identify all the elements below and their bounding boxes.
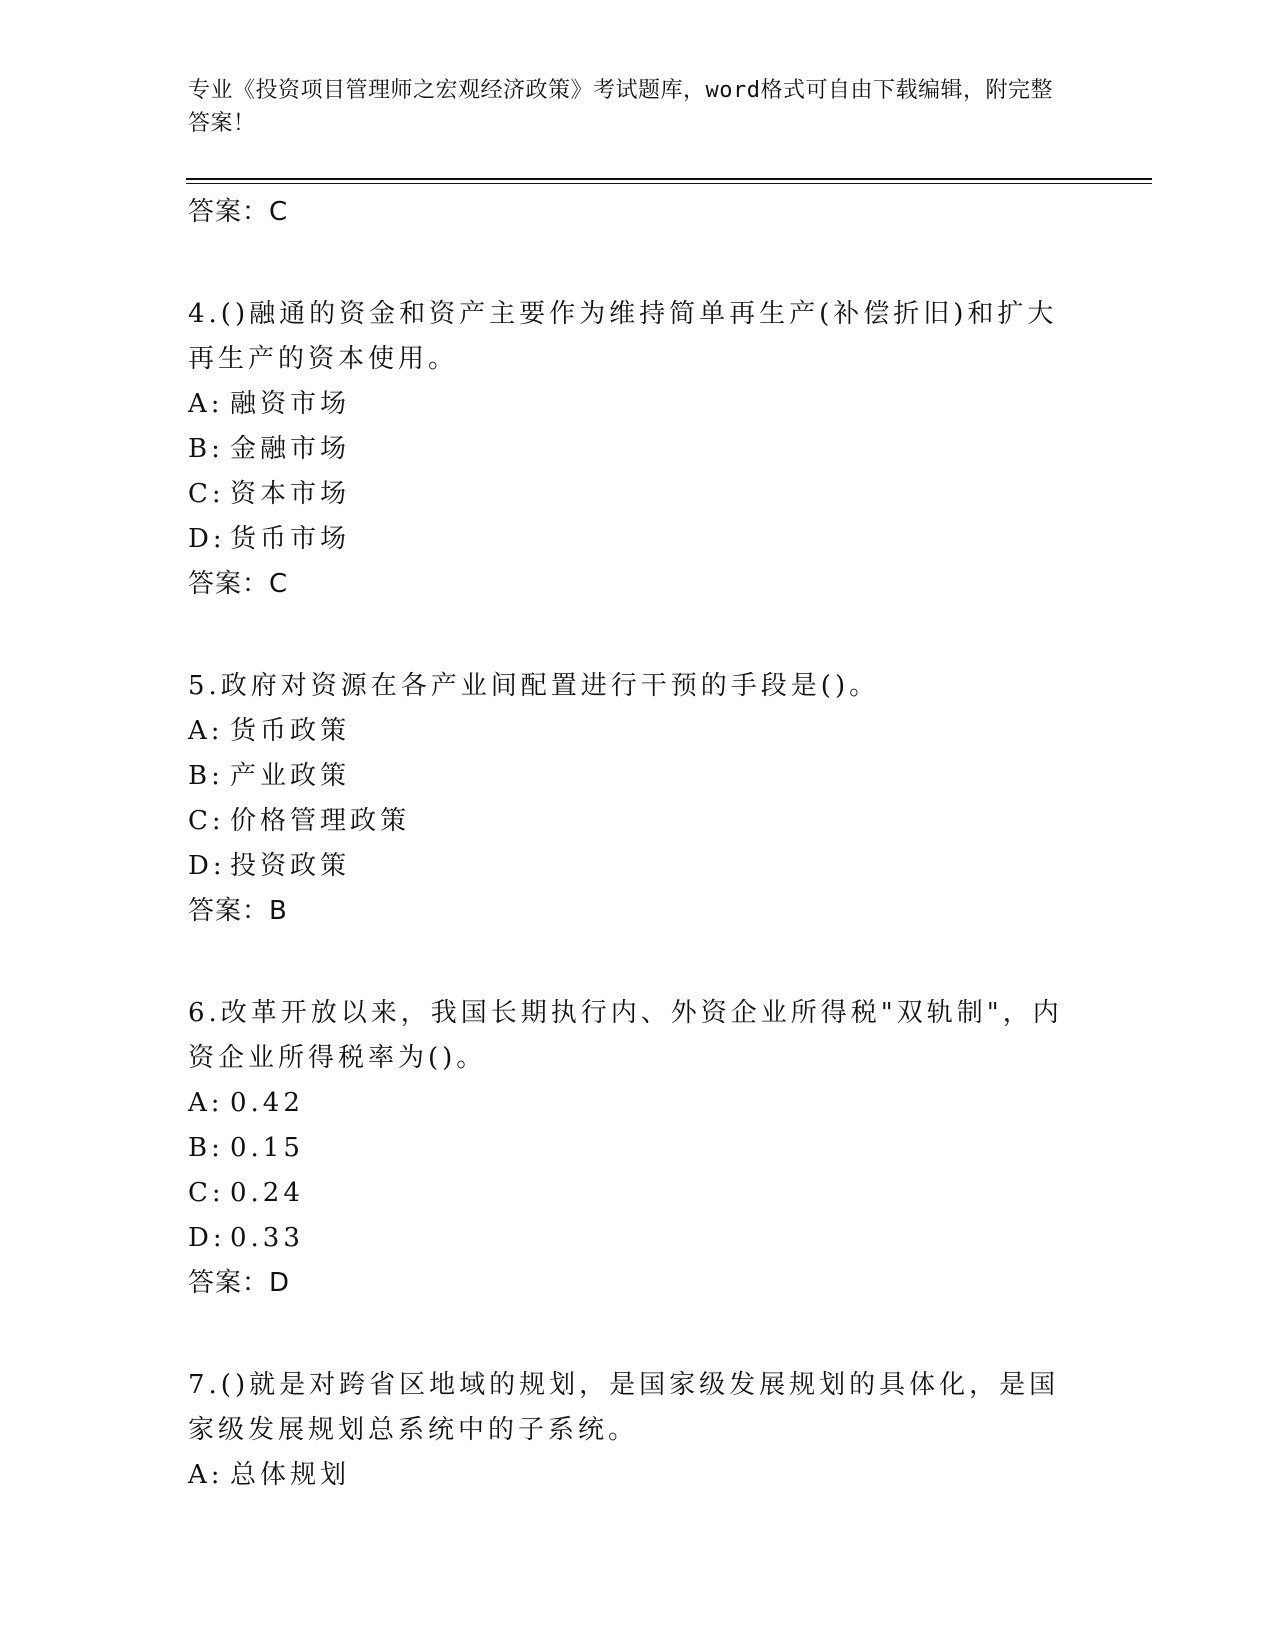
answer-line: 答案：B <box>188 896 288 926</box>
option-key: D: <box>188 851 226 881</box>
option-text: 货币政策 <box>230 716 351 746</box>
option-item <box>188 1453 1088 1498</box>
option-key: A: <box>188 1460 224 1490</box>
question-list <box>188 190 1088 1498</box>
option-key: C: <box>188 1178 225 1208</box>
answer-line: 答案：C <box>188 197 289 227</box>
option-text: 融资市场 <box>230 389 351 419</box>
option-text: 0.42 <box>230 1088 304 1118</box>
document-intro: 专业《投资项目管理师之宏观经济政策》考试题库，word格式可自由下载编辑，附完整答案！ <box>188 78 1053 136</box>
question-text: 7.()就是对跨省区地域的规划，是国家级发展规划的具体化，是国家级发展规划总系统中的子系统。 <box>188 1370 1060 1445</box>
option-item <box>188 1216 1088 1261</box>
option-key: C: <box>188 479 225 509</box>
option-item <box>188 844 1088 889</box>
option-text: 总体规划 <box>230 1460 351 1490</box>
option-item <box>188 1171 1088 1216</box>
option-key: A: <box>188 1088 224 1118</box>
option-item <box>188 382 1088 427</box>
option-item <box>188 799 1088 844</box>
option-item <box>188 517 1088 562</box>
answer-line: 答案：D <box>188 1268 291 1298</box>
option-key: A: <box>188 389 224 419</box>
option-key: D: <box>188 1223 226 1253</box>
option-text: 0.33 <box>230 1223 304 1253</box>
option-text: 0.15 <box>230 1133 304 1163</box>
option-item <box>188 709 1088 754</box>
option-text: 金融市场 <box>230 434 351 464</box>
option-key: B: <box>188 434 224 464</box>
option-text: 资本市场 <box>230 479 351 509</box>
question-text: 5.政府对资源在各产业间配置进行干预的手段是()。 <box>188 671 880 701</box>
option-item <box>188 472 1088 517</box>
option-key: D: <box>188 524 226 554</box>
option-item <box>188 1081 1088 1126</box>
option-key: A: <box>188 716 224 746</box>
option-key: B: <box>188 761 224 791</box>
option-item <box>188 1126 1088 1171</box>
question-text: 4.()融通的资金和资产主要作为维持简单再生产(补偿折旧)和扩大再生产的资本使用。 <box>188 299 1058 374</box>
question-text: 6.改革开放以来，我国长期执行内、外资企业所得税"双轨制"，内资企业所得税率为()。 <box>188 998 1063 1073</box>
option-key: C: <box>188 806 225 836</box>
answer-line: 答案：C <box>188 569 289 599</box>
header-divider <box>186 178 1152 184</box>
option-text: 产业政策 <box>230 761 351 791</box>
option-text: 货币市场 <box>230 524 351 554</box>
option-text: 投资政策 <box>230 851 351 881</box>
option-item <box>188 754 1088 799</box>
option-key: B: <box>188 1133 224 1163</box>
option-item <box>188 427 1088 472</box>
option-text: 价格管理政策 <box>230 806 411 836</box>
option-text: 0.24 <box>230 1178 304 1208</box>
